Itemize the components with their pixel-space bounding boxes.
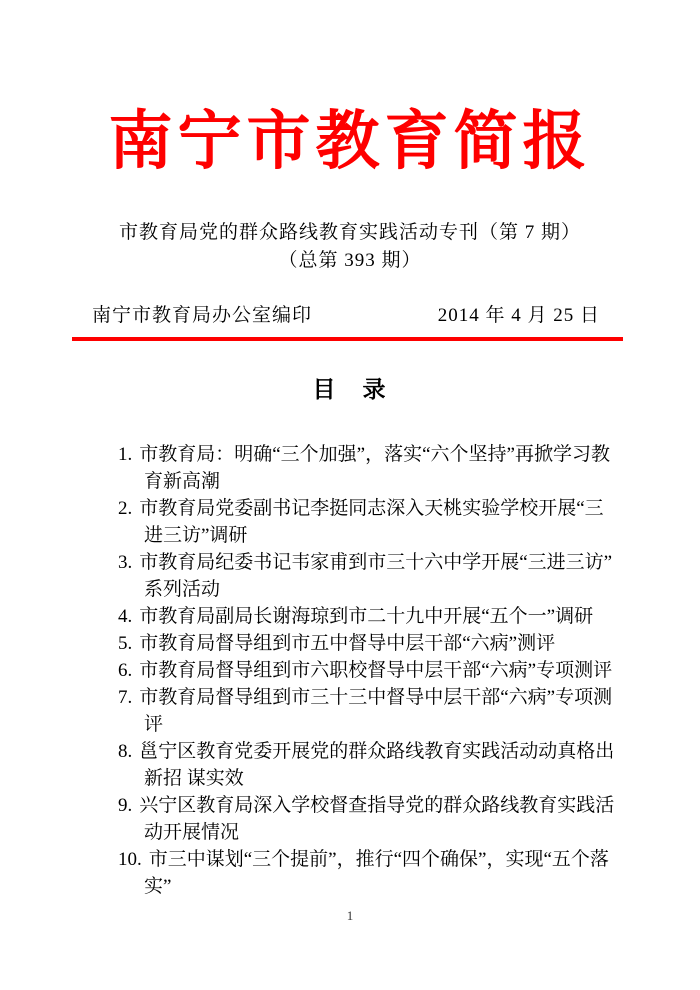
toc-heading: 目 录 — [312, 377, 388, 403]
toc-item — [118, 630, 615, 657]
toc-item-text: 市教育局党委副书记李挺同志深入天桃实验学校开展“三进三访”调研 — [139, 498, 604, 547]
toc-item — [118, 684, 615, 738]
toc-item — [118, 441, 615, 495]
toc-item-number: 10. — [118, 849, 142, 871]
toc-item-text: 邕宁区教育党委开展党的群众路线教育实践活动动真格出新招 谋实效 — [139, 741, 615, 790]
toc-item — [118, 846, 615, 900]
subtitle — [0, 219, 700, 275]
toc-item — [118, 657, 615, 684]
toc-item-number: 2. — [118, 498, 133, 520]
toc-list — [118, 441, 615, 900]
toc-item-text: 兴宁区教育局深入学校督查指导党的群众路线教育实践活动开展情况 — [139, 795, 615, 844]
toc-item — [118, 792, 615, 846]
toc-item-number: 4. — [118, 606, 133, 628]
toc-item-text: 市教育局督导组到市六职校督导中层干部“六病”专项测评 — [139, 660, 613, 682]
publisher-label: 南宁市教育局办公室编印 — [92, 305, 313, 327]
subtitle-line-2: （总第 393 期） — [278, 250, 422, 272]
toc-item-number: 5. — [118, 633, 133, 655]
toc-item-text: 市教育局：明确“三个加强”，落实“六个坚持”再掀学习教育新高潮 — [139, 444, 610, 493]
toc-item-text: 市教育局副局长谢海琼到市二十九中开展“五个一”调研 — [139, 606, 594, 628]
toc-item-number: 6. — [118, 660, 133, 682]
toc-item-number: 3. — [118, 552, 133, 574]
toc-item-text: 市教育局督导组到市三十三中督导中层干部“六病”专项测评 — [139, 687, 613, 736]
red-divider — [72, 337, 623, 341]
toc-item-number: 7. — [118, 687, 133, 709]
toc-item-text: 市三中谋划“三个提前”，推行“四个确保”，实现“五个落实” — [144, 849, 609, 898]
meta-row — [92, 303, 600, 329]
subtitle-line-1: 市教育局党的群众路线教育实践活动专刊（第 7 期） — [118, 222, 581, 244]
toc-item-text: 市教育局督导组到市五中督导中层干部“六病”测评 — [139, 633, 556, 655]
toc-item-text: 市教育局纪委书记韦家甫到市三十六中学开展“三进三访”系列活动 — [139, 552, 613, 601]
issue-date: 2014 年 4 月 25 日 — [437, 305, 600, 327]
toc-item-number: 9. — [118, 795, 133, 817]
toc-item — [118, 738, 615, 792]
toc-item-number: 1. — [118, 444, 133, 466]
page-number: 1 — [346, 908, 354, 923]
page-title: 南宁市教育简报 — [108, 106, 592, 177]
toc-item — [118, 603, 615, 630]
toc-item — [118, 495, 615, 549]
toc-item-number: 8. — [118, 741, 133, 763]
toc-item — [118, 549, 615, 603]
